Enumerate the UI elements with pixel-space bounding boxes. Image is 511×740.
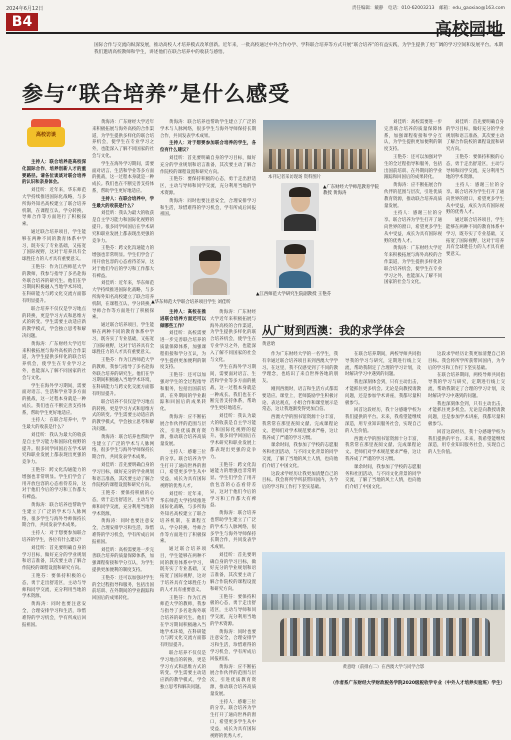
paragraph: 通过联合培养项目，学生能够在两种不同的教育体系中学习，既夯实了专业基础，又拓宽了国际视野，这对于培养具有全球胜任力的人才具有重要意义。 xyxy=(22,229,86,263)
paragraph: 联合培养不仅仅是学习地点的转换，更是学习方式和思维方式的转变。学生需要主动适应新的教学模式，学会独立思考和解决问题。 xyxy=(22,306,86,339)
paragraph: 黄海涛：应不断拓展合作伙伴的范围与层次，引进优质教育资源，推动联合培养高质量发展。 xyxy=(160,414,206,448)
paragraph: 刘佳昕：高校需要进一步完善联合培养的质量保障体系，加强课程衔接和学分互认，为学生提供更加便利的制度支持。 xyxy=(160,331,206,371)
paragraph: 王艳芬：要保持积极的心态，勇于走出舒适区，主动与导师和同学交流，充分利用当地的学术资源。 xyxy=(22,574,86,600)
paragraph: 刚到西澳时，语言和生活方式都需要适应。课堂上，老师鼓励学生积极讨论、表达观点，小组合作和课堂展示是常态，这让我逐渐变得更加自信。 xyxy=(262,386,338,413)
paragraph: 黄海涛：应不断拓展合作伙伴的范围与层次，引进优质教育资源，推动联合培养高质量发展。 xyxy=(210,664,256,697)
paragraph: 主持人：在联合培养中，学生最大的收获是什么？ xyxy=(22,418,86,431)
paragraph: 王艳芬：要保持积极的心态，勇于走出舒适区，主动与导师和同学交流，充分利用当地的学术资源。 xyxy=(160,177,256,196)
issue-date: 2024年6月12日 xyxy=(6,6,44,12)
group-photo xyxy=(262,552,505,662)
article2-title: 从广财到西澳：我的求学体会 xyxy=(262,324,405,337)
article1-column-6 xyxy=(446,120,504,316)
paragraph: 刘佳昕：首先要明确自身的学习目标，做好充分的学业规划和语言准备，其次要主动了解合作院校的课程设置和研究方向。 xyxy=(446,120,504,153)
paragraph: 刘佳昕：近年来，华东师范大学持续推进国际化战略，与多所海外知名高校建立了联合培养机制，在课程互认、学分转换、导师合作等方面进行了积极探索。 xyxy=(160,491,206,545)
section-title: 高校园地 xyxy=(435,20,503,40)
paragraph: 王艳芬：要保持积极的心态，勇于走出舒适区，主动与导师和同学交流，充分利用当地的学术资源。 xyxy=(446,154,504,181)
paragraph: 联合培养不仅仅是学习地点的转换，更是学习方式和思维方式的转变。学生需要主动适应新的教学模式，学会独立思考和解决问题。 xyxy=(92,399,154,433)
paragraph: 刘佳昕：首先要明确自身的学习目标，做好充分的学业规划和语言准备，其次要主动了解合作院校的课程设置和研究方向。 xyxy=(22,545,86,572)
paragraph: 我也深刻体会到，只有主动出击，才能抓住更多机会。无论是向教授请教问题，还是参加学术讲座，我都尽量积极参与。 xyxy=(345,380,421,406)
paragraph: 刘佳昕：我认为最大的收获是自主学习能力和国际化视野的提升。很多同学回国后在学术研究和职业发展上都表现出更强的竞争力。 xyxy=(92,211,154,244)
paragraph: 黄海涛：广东财经大学近年来积极拓展与海外高校的合作渠道，为学生提供多样化的联合培养机会，使学生在专业学习之外，也能深入了解不同国家的社会与文化。 xyxy=(22,341,86,381)
title-rule xyxy=(262,337,505,338)
title-rule xyxy=(22,108,142,110)
paragraph: 主持人：对于想要参加联合培养的学生，各位有什么建议？ xyxy=(22,531,86,544)
paragraph: 刘佳昕：高校需要进一步完善联合培养的质量保障体系，加强课程衔接和学分互认，为学生提供更加便利的制度支持。 xyxy=(384,120,442,153)
paragraph: 黄海涛：联合培养也帮助学生建立了广泛的学术与人脉网络，很多学生与海外导师保持长期合作，共同发表学术成果。 xyxy=(92,434,154,461)
article2-column-1 xyxy=(262,352,338,547)
masthead xyxy=(6,4,505,40)
portrait-caption: ▲广东财经大学师范教育学院教授 黄海涛 xyxy=(323,185,380,196)
paragraph: 课余时间，我参加了学校的志愿服务和社团活动，与不同文化背景的同学交流，了解了当地的风土人情，也向他们介绍了中国文化。 xyxy=(262,443,338,469)
article1-column-5 xyxy=(384,120,442,316)
paragraph: 刘佳昕：近年来，华东师范大学持续推进国际化战略，与多所海外知名高校建立了联合培养机制，在课程互认、学分转换、导师合作等方面进行了积极探索。 xyxy=(22,188,86,228)
portrait-photo xyxy=(190,246,230,295)
page-intro: 国际合作与交流向纵深发展，推动高校人才培养模式改革创新。近年来，一批高校通过中外合作办学、学科联合培养等方式开展“联合培养”的有益实践，为学生提供了更广阔的学习空间和发展平台。本期我们邀请高校教师和学生，讲述他们在联合培养中的收获与感悟。 xyxy=(94,43,504,55)
host-question: 主持人：对于想要参加联合培养的学生，各位有什么建议？ xyxy=(160,141,256,154)
paragraph: 联合培养不仅仅是学习地点的转换，更是学习方式和思维方式的转变。学生需要主动适应新的教学模式，学会独立思考和解决问题。 xyxy=(160,651,206,691)
paragraph: 黄海涛：同时也要注意安全，合理安排学习和生活，珍惜难得的学习机会，学有所成后回报祖国。 xyxy=(22,602,86,628)
paragraph: 黄海涛：联合培养也帮助学生建立了广泛的学术与人脉网络，很多学生与海外导师保持长期合作，共同发表学术成果。 xyxy=(210,511,256,551)
paragraph: 课余时间，我参加了学校的志愿服务和社团活动，与不同文化背景的同学交流，了解了当地的风土人情，也向他们介绍了中国文化。 xyxy=(345,464,421,491)
paragraph: 西澳大学的图书馆资源十分丰富，我常常在那里查阅文献、完成课程论文。老师们对学术规范要求严格，这让我养成了严谨的学习习惯。 xyxy=(262,415,338,441)
paragraph: 学生在海外学习期间，需要面对语言、生活和学业等多方面的挑战，这一过程本身就是一种成长。我们也在不断完善支持体系，帮助学生更好地适应。 xyxy=(22,383,86,416)
paragraph: 黄海涛：联合培养也帮助学生建立了广泛的学术与人脉网络，很多学生与海外导师保持长期合作，共同发表学术成果。 xyxy=(160,120,256,139)
paragraph: 主持人：感谢三位的分享。联合培养为学生打开了通向世界的窗口，希望更多学生从中受益，成长为具有国际视野的优秀人才。 xyxy=(210,699,256,739)
interview-photo xyxy=(263,120,376,172)
paragraph: 王艳芬：作为江西师范大学的教师，我参与指导了多名赴海外联合培养的研究生。他们在学习期间积极融入当地学术环境，在科研能力与跨文化交流方面都有明显提升。 xyxy=(22,264,86,304)
paragraph: 黄海涛：同时也要注意安全，合理安排学习和生活，珍惜难得的学习机会，学有所成后回报祖国。 xyxy=(92,519,154,545)
paragraph: 王艳芬：还可以加强对学生的全过程指导和服务，包括出国前培训、在外期间的学业跟踪和回国后的成果转化。 xyxy=(384,154,442,181)
portrait-caption: ▲江西师范大学研究生院副教授 王艳芬 xyxy=(256,292,332,297)
paragraph: 黄海涛：广东财经大学近年来积极拓展与海外高校的合作渠道，为学生提供多样化的联合培养机会，使学生在专业学习之外，也能深入了解不同国家的社会与文化。 xyxy=(210,310,256,363)
group-photo-caption: 黄意晗（前排右二）在西澳大学与同学合影 xyxy=(342,665,425,670)
paragraph: 黄海涛：联合培养也帮助学生建立了广泛的学术与人脉网络，很多学生与海外导师保持长期合作，共同发表学术成果。 xyxy=(22,503,86,529)
paragraph: 回首这段经历，我十分感谢学校为我们提供的平台。未来，我希望能继续深造，用专业知识服务社会，实现自己的人生价值。 xyxy=(345,408,421,434)
paragraph: 作为广东财经大学的一名学生，我有幸通过联合培养项目来到西澳大学学习。在这里，我不仅感受到了不同的教学理念，也结识了来自世界各地的朋友。 xyxy=(262,352,338,385)
page-number: B4 xyxy=(6,13,38,31)
paragraph: 这段求学经历让我更加清楚自己的目标。我会将所学所获带回国内，为今后的学习和工作打下坚实基础。 xyxy=(262,471,338,491)
paragraph: 学生在海外学习期间，需要面对语言、生活和学业等多方面的挑战，这一过程本身就是一种成长。我们也在不断完善支持体系，帮助学生更好地适应。 xyxy=(210,365,256,412)
paragraph: 刘佳昕：首先要明确自身的学习目标，做好充分的学业规划和语言准备，其次要主动了解合作院校的课程设置和研究方向。 xyxy=(92,463,154,489)
portrait-photo xyxy=(281,183,319,231)
paragraph: 黄海涛：广东财经大学近年来积极拓展与海外高校的合作渠道，为学生提供多样化的联合培养机会，使学生在专业学习之外，也能深入了解不同国家的社会与文化。 xyxy=(384,246,442,286)
paragraph: 主持人：感谢三位的分享。联合培养为学生打开了通向世界的窗口，希望更多学生从中受益，成长为具有国际视野的优秀人才。 xyxy=(384,211,442,244)
host-question: 主持人：在联合培养中，学生最大的收获是什么？ xyxy=(92,196,154,209)
article1-column-1 xyxy=(22,160,86,720)
article1-column-3 xyxy=(160,310,206,720)
paragraph: 刘佳昕：我认为最大的收获是自主学习能力和国际化视野的提升。很多同学回国后在学术研究和职业发展上都表现出更强的竞争力。 xyxy=(210,413,256,460)
article1-column-2 xyxy=(92,120,154,720)
paragraph: 王艳芬：跨文化沟通能力的增强也非常明显。学生们学会了用开放包容的心态看待差异，这对于他们今后的学习和工作都大有裨益。 xyxy=(92,246,154,279)
paragraph: 刘佳昕：我认为最大的收获是自主学习能力和国际化视野的提升。很多同学回国后在学术研究和职业发展上都表现出更强的竞争力。 xyxy=(22,433,86,466)
portrait-caption: ▲华东师范大学联合培养项目学生 刘佳昕 xyxy=(151,300,231,305)
paragraph: 王艳芬：还可以加强对学生的全过程指导和服务，包括出国前培训、在外期间的学业跟踪和回国后的成果转化。 xyxy=(92,575,154,602)
paragraph: 通过联合培养项目，学生能够在两种不同的教育体系中学习，既夯实了专业基础，又拓宽了国际视野，这对于培养具有全球胜任力的人才具有重要意义。 xyxy=(446,218,504,258)
author-note: （作者系广东财经大学财政税务学院2020级税收学专业（中外人才培养实验班）学生） xyxy=(330,681,505,686)
article2-column-2 xyxy=(345,352,421,547)
paragraph: 王艳芬：跨文化沟通能力的增强也非常明显。学生们学会了用开放包容的心态看待差异，这对于他们今后的学习和工作都大有裨益。 xyxy=(22,468,86,501)
portrait-photo xyxy=(276,240,314,288)
paragraph: 我也深刻体会到，只有主动出击，才能抓住更多机会。无论是向教授请教问题，还是参加学术讲座，我都尽量积极参与。 xyxy=(428,401,505,427)
interview-badge-icon xyxy=(27,119,65,157)
paragraph: 主持人：感谢三位的分享。联合培养为学生打开了通向世界的窗口，希望更多学生从中受益，成长为具有国际视野的优秀人才。 xyxy=(160,449,206,489)
paragraph: 通过联合培养项目，学生能够在两种不同的教育体系中学习，既夯实了专业基础，又拓宽了国际视野，这对于培养具有全球胜任力的人才具有重要意义。 xyxy=(92,323,154,356)
paragraph: 黄海涛：广东财经大学近年来积极拓展与海外高校的合作渠道，为学生提供多样化的联合培养机会，使学生在专业学习之外，也能深入了解不同国家的社会与文化。 xyxy=(92,120,154,159)
paragraph: 主持人：感谢三位的分享。联合培养为学生打开了通向世界的窗口，希望更多学生从中受益，成长为具有国际视野的优秀人才。 xyxy=(446,183,504,216)
paragraph: 黄海涛：同时也要注意安全，合理安排学习和生活，珍惜难得的学习机会，学有所成后回报祖国。 xyxy=(210,629,256,662)
badge-label: 高校访谈 xyxy=(35,132,56,138)
editor-info: 责任编辑：戴静 电话：010-62003213 邮箱：edu_gaoxiao@163.com xyxy=(351,6,505,11)
paragraph: 王艳芬：跨文化沟通能力的增强也非常明显。学生们学会了用开放包容的心态看待差异，这对于他们今后的学习和工作都大有裨益。 xyxy=(210,462,256,509)
article-title: 参与“联合培养”是什么感受 xyxy=(22,81,291,106)
paragraph: 这段求学经历让我更加清楚自己的目标。我会将所学所获带回国内，为今后的学习和工作打下坚实基础。 xyxy=(428,352,505,371)
paragraph: 通过联合培养项目，学生能够在两种不同的教育体系中学习，既夯实了专业基础，又拓宽了国际视野，这对于培养具有全球胜任力的人才具有重要意义。 xyxy=(160,547,206,593)
paragraph: 西澳大学的图书馆资源十分丰富，我常常在那里查阅文献、完成课程论文。老师们对学术规范要求严格，这让我养成了严谨的学习习惯。 xyxy=(345,436,421,462)
paragraph: 刘佳昕：首先要明确自身的学习目标，做好充分的学业规划和语言准备，其次要主动了解合作院校的课程设置和研究方向。 xyxy=(210,552,256,592)
paragraph: 王艳芬：还可以加强对学生的全过程指导和服务，包括出国前培训、在外期间的学业跟踪和回国后的成果转化。 xyxy=(160,373,206,413)
paragraph: 在联合培养期间，两校导师共同指导我的学习与研究，定期进行线上交流，帮助我制定了合理的学习计划，及时解决学习中遇到的问题。 xyxy=(428,373,505,399)
paragraph: 黄海涛：应不断拓展合作伙伴的范围与层次，引进优质教育资源，推动联合培养高质量发展。 xyxy=(384,183,442,209)
article2-column-3 xyxy=(428,352,505,547)
paragraph: 王艳芬：作为江西师范大学的教师，我参与指导了多名赴海外联合培养的研究生。他们在学习期间积极融入当地学术环境，在科研能力与跨文化交流方面都有明显提升。 xyxy=(92,358,154,398)
paragraph: 刘佳昕：近年来，华东师范大学持续推进国际化战略，与多所海外知名高校建立了联合培养机制，在课程互认、学分转换、导师合作等方面进行了积极探索。 xyxy=(92,281,154,321)
paragraph: 刘佳昕：高校需要进一步完善联合培养的质量保障体系，加强课程衔接和学分互认，为学生提供更加便利的制度支持。 xyxy=(92,547,154,573)
paragraph: 王艳芬：要保持积极的心态，勇于走出舒适区，主动与导师和同学交流，充分利用当地的学术资源。 xyxy=(92,491,154,517)
article1-column-4 xyxy=(210,310,256,739)
paragraph: 在联合培养期间，两校导师共同指导我的学习与研究，定期进行线上交流，帮助我制定了合理的学习计划，及时解决学习中遇到的问题。 xyxy=(345,352,421,378)
host-question: 主持人：联合培养是高校深化国际合作、培养创新人才的重要路径。请各位谈谈对联合培养的认识和亲身体会。 xyxy=(22,160,86,186)
paragraph: 王艳芬：作为江西师范大学的教师，我参与指导了多名赴海外联合培养的研究生。他们在学习期间积极融入当地学术环境，在科研能力与跨文化交流方面都有明显提升。 xyxy=(160,595,206,649)
paragraph: 回首这段经历，我十分感谢学校为我们提供的平台。未来，我希望能继续深造，用专业知识服务社会，实现自己的人生价值。 xyxy=(428,429,505,456)
article1-column-3-top xyxy=(160,120,256,240)
article2-byline: 黄意晗 xyxy=(262,342,276,347)
interview-photo-caption: 本刊记者采访现场 资料图片 xyxy=(268,175,321,180)
paragraph: 学生在海外学习期间，需要面对语言、生活和学业等多方面的挑战，这一过程本身就是一种成长。我们也在不断完善支持体系，帮助学生更好地适应。 xyxy=(92,161,154,194)
host-question: 主持人：高校在推进联合培养方面还可以做哪些工作？ xyxy=(160,310,206,329)
paragraph: 刘佳昕：首先要明确自身的学习目标，做好充分的学业规划和语言准备，其次要主动了解合作院校的课程设置和研究方向。 xyxy=(160,155,256,175)
paragraph: 王艳芬：要保持积极的心态，勇于走出舒适区，主动与导师和同学交流，充分利用当地的学术资源。 xyxy=(210,594,256,627)
paragraph: 黄海涛：同时也要注意安全，合理安排学习和生活，珍惜难得的学习机会，学有所成后回报祖国。 xyxy=(160,198,256,218)
